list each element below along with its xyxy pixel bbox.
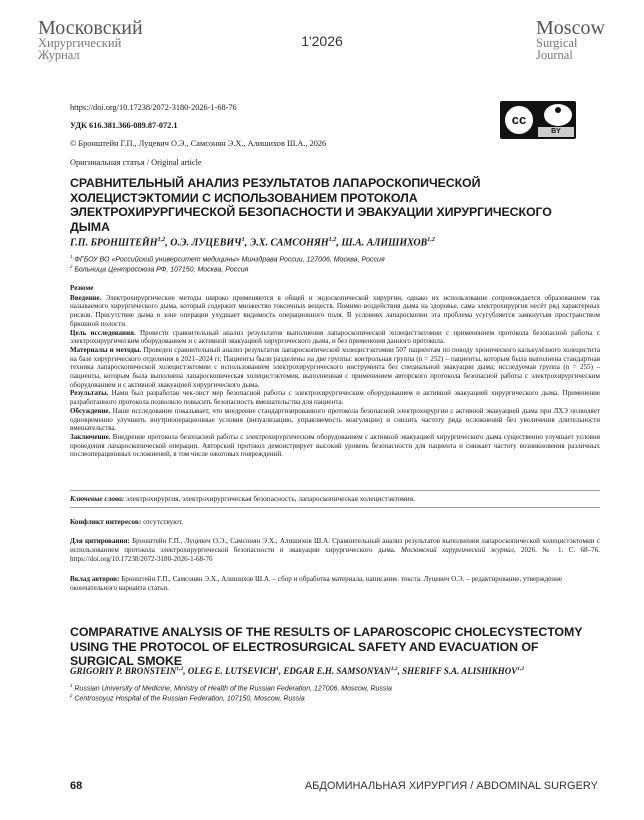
author-name: OLEG E. LUTSEVICH	[187, 666, 277, 676]
citation: Для цитирования: Бронштейн Г.П., Луцевич О.Э., Самсонян Э.Х., Алишихов Ш.А. Сравнительный анализ результатов выполнения лапароскопической холецистэктомии с использованием протокола электрохирургической безопасности и эвакуации хирургического дыма. Московский хирургический журнал, 2026. № 1. С. 68–76. https://doi.org/10.17238/2072-3180-2026-1-68-76	[70, 537, 600, 563]
author-affiliation-mark: 1,2	[517, 666, 525, 672]
abstract-aim: Цель исследования. Провести сравнительный анализ результатов выполнения лапароскопической холецистэктомии с применением протокола безопасной работы с электрохирургическим оборудованием и с активной эвакуацией хирургического дыма, и без применения данного протокола.	[70, 328, 601, 346]
affiliation-en-1: $^1$ Russian University of Medicine, Ministry of Health of the Russian Federation, 127006, Moscow, Russia	[70, 683, 392, 693]
abstract	[70, 284, 600, 459]
issue-number: 1'2026	[301, 33, 343, 49]
attribution-icon	[544, 104, 572, 126]
abstract-introduction: Введение. Электрохирургические методы широко применяются в общей и эндоскопической хирургии, однако их использование сопровождается образованием так называемого хирургического дыма, который содержит множество токсичных веществ. Помимо воздействия дыма на здоровье, сама электрохирургия несёт ряд характерных рисков. Присутствие дыма в зоне операции ухудшает видимость операционного поля. В условиях лапароскопии эта проблема усугубляется замкнутым пространством брюшной полости.	[70, 293, 600, 328]
authors-ru: Г.П. БРОНШТЕЙН$^{1,2}$, О.Э. ЛУЦЕВИЧ$^1$, Э.Х. САМСОНЯН$^{1,2}$, Ш.А. АЛИШИХОВ$^{1,2}$	[70, 236, 435, 249]
logo-ru-line1: Московский	[38, 17, 143, 39]
journal-logo-en	[536, 17, 606, 62]
logo-ru-line3: Журнал	[38, 48, 80, 62]
affiliation-ru-2: $^2$ Больница Центросоюза РФ, 107150, Москва, Россия	[70, 264, 249, 274]
divider	[70, 490, 600, 491]
affiliation-ru-1: $^1$ ФГБОУ ВО «Российский университет медицины» Минздрава России, 127006, Москва, Россия	[70, 254, 385, 264]
cc-by-license-icon[interactable]	[500, 101, 576, 139]
udc-code: УДК 616.381.366-089.87-072.1	[70, 121, 178, 130]
logo-en-line3: Journal	[536, 48, 573, 62]
page-number: 68	[70, 780, 83, 792]
divider	[70, 507, 600, 508]
author-name: SHERIFF S.A. ALISHIKHOV	[402, 666, 518, 676]
author-affiliation-mark: 1	[276, 666, 279, 672]
author-affiliation-mark: 1	[241, 236, 245, 243]
abstract-conclusion: Заключение. Внедрение протокола безопасной работы с электрохирургическим оборудованием с активной эвакуацией хирургического дыма существенно улучшает условия проведения лапароскопической операции. Авторский протокол демонстрирует высокий уровень безопасности для пациента и снижает частоту возникновения различных послеоперационных осложнений, в том числе ожоговых повреждений.	[70, 432, 600, 459]
journal-section: АБДОМИНАЛЬНАЯ ХИРУРГИЯ / ABDOMINAL SURGERY	[304, 780, 598, 792]
abstract-methods: Материалы и методы. Проведен сравнительный анализ результатов лапароскопической холецистэктомии 507 пациентам по поводу хронического калькулёзного холецистита на базе хирургического отделения в 2021–2024 гг. Пациенты были разделены на две группы: контрольная группа (n = 252) – пациенты, которым была выполнена стандартная техника лапароскопической холецистэктомии с использованием электрохирургического инструмента без специальной эвакуации дыма; исследуемая группа (n = 255) – пациенты, которым была выполнена лапароскопическая холецистэктомия, выполненная с применением авторского протокола безопасной работы с электрохирургическим оборудованием и с активной эвакуацией хирургического дыма.	[70, 345, 600, 389]
author-name: Г.П. БРОНШТЕЙН	[70, 237, 158, 249]
author-affiliation-mark: 1,2	[328, 236, 337, 243]
by-label: BY	[538, 127, 574, 137]
conflict-of-interest: Конфликт интересов: отсутствуют.	[70, 517, 184, 526]
authors-en: GRIGORIY P. BRONSTEIN$^{1,2}$, OLEG E. LUTSEVICH$^1$, EDGAR E.H. SAMSONYAN$^{1,2}$, SHERIFF S.A. ALISHIKHOV$^{1,2}$	[70, 666, 525, 676]
article-title-en: COMPARATIVE ANALYSIS OF THE RESULTS OF LAPAROSCOPIC CHOLECYSTECTOMY USING THE PROTOCOL OF ELECTROSURGICAL SAFETY AND EVACUATION OF SURGICAL SMOKE	[70, 625, 583, 668]
logo-ru-line2: Хирургический	[38, 35, 122, 50]
cc-icon: cc	[503, 104, 535, 136]
page-header	[0, 0, 644, 70]
affiliation-en-2: $^2$ Centrosoyuz Hospital of the Russian Federation, 107150, Moscow, Russia	[70, 693, 305, 703]
author-name: Ш.А. АЛИШИХОВ	[341, 237, 428, 249]
abstract-results: Результаты. Нами был разработан чек-лист мер безопасной работы с электрохирургическим оборудованием и активной эвакуацией хирургического дыма. Применение разработанного протокола позволило повысить безопасность вмешательства для пациента.	[70, 389, 600, 407]
author-contribution: Вклад авторов: Бронштейн Г.П., Самсонян Э.Х., Алишихов Ш.А. – сбор и обработка материала, написание. текста. Луцевич О.Э. – редактирование, утверждение окончательного варианта статьи.	[70, 575, 563, 592]
abstract-heading: Резюме	[70, 284, 94, 292]
author-name: EDGAR E.H. SAMSONYAN	[283, 666, 391, 676]
author-name: GRIGORIY P. BRONSTEIN	[70, 666, 177, 676]
logo-en-line2: Surgical	[536, 35, 578, 50]
author-name: О.Э. ЛУЦЕВИЧ	[170, 237, 242, 249]
abstract-discussion: Обсуждение. Наше исследование показывает, что внедрение стандартизированного протокола безопасной электрохирургии с активной эвакуацией дыма при ЛХЭ позволяет одновременно улучшить внутриоперационные условия (визуализацию, управляемость коагуляции) и снизить частоту ряда осложнений без увеличения длительности вмешательства.	[70, 406, 600, 433]
logo-en-line1: Moscow	[536, 17, 605, 39]
article-title-ru: СРАВНИТЕЛЬНЫЙ АНАЛИЗ РЕЗУЛЬТАТОВ ЛАПАРОСКОПИЧЕСКОЙ ХОЛЕЦИСТЭКТОМИИ С ИСПОЛЬЗОВАНИЕМ ПРОТОКОЛА ЭЛЕКТРОХИРУРГИЧЕСКОЙ БЕЗОПАСНОСТИ И ЭВАКУАЦИИ ХИРУРГИЧЕСКОГО ДЫМА	[70, 176, 552, 234]
article-type: Оригинальная статья / Original article	[70, 158, 202, 167]
copyright: © Бронштейн Г.П., Луцевич О.Э., Самсонян Э.Х., Алишихов Ш.А., 2026	[70, 139, 327, 148]
keywords: Ключевые слова: электрохирургия, электрохирургическая безопасность, лапароскопическая холецистэктомия.	[70, 494, 415, 503]
author-affiliation-mark: 1,2	[157, 236, 166, 243]
doi-link[interactable]: https://doi.org/10.17238/2072-3180-2026-1-68-76	[70, 103, 237, 112]
author-name: Э.Х. САМСОНЯН	[249, 237, 329, 249]
author-affiliation-mark: 1,2	[427, 236, 435, 243]
author-affiliation-mark: 1,2	[176, 666, 184, 672]
author-affiliation-mark: 1,2	[390, 666, 398, 672]
